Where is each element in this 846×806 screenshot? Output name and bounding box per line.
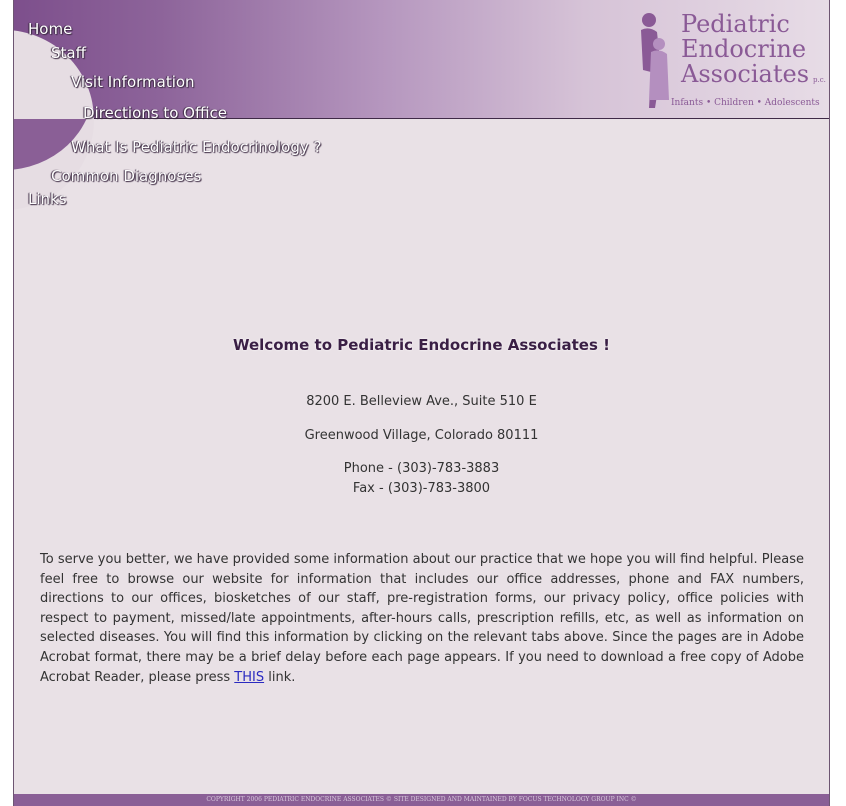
acrobat-download-link[interactable]: THIS (234, 669, 265, 685)
mother-child-icon (635, 10, 677, 110)
logo-line1: Pediatric (681, 10, 790, 38)
address-line1: 8200 E. Belleview Ave., Suite 510 E (306, 394, 537, 409)
page-frame (13, 0, 830, 806)
intro-suffix: link. (264, 669, 296, 685)
logo-suffix: p.c. (813, 76, 826, 84)
nav-links[interactable]: Links (28, 190, 67, 208)
nav-staff[interactable]: Staff (51, 44, 86, 62)
logo-line2: Endocrine (681, 35, 807, 63)
header-banner (14, 0, 829, 119)
footer-bar (14, 794, 829, 806)
logo-wordmark (681, 12, 826, 93)
logo-tagline: Infants • Children • Adolescents (671, 98, 820, 108)
intro-paragraph (40, 550, 804, 687)
phone-number: Phone - (303)-783-3883 (343, 461, 500, 476)
nav-what-is-pediatric-endocrinology[interactable]: What Is Pediatric Endocrinology ? (71, 138, 322, 156)
site-logo[interactable] (635, 10, 825, 114)
welcome-heading: Welcome to Pediatric Endocrine Associates ! (233, 336, 610, 354)
fax-number: Fax - (303)-783-3800 (352, 481, 491, 496)
nav-home[interactable]: Home (28, 20, 73, 38)
footer-text: COPYRIGHT 2006 PEDIATRIC ENDOCRINE ASSOCIATES © SITE DESIGNED AND MAINTAINED BY FOCUS TECHNOLOGY GROUP INC © (206, 796, 637, 803)
intro-text: To serve you better, we have provided some information about our practice that we hope you will find helpful. Please feel free to browse our website for information that includes our office addresses, phone and FAX numbers, directions to our offices, biosketches of our staff, pre-registration forms, our privacy policy, office policies with respect to payment, missed/late appointments, after-hours calls, prescription refills, etc, as well as information on selected diseases. You will find this information by clicking on the relevant tabs above. Since the pages are in Adobe Acrobat format, there may be a brief delay before each page appears. If you need to download a free copy of Adobe Acrobat Reader, please press (40, 552, 804, 685)
nav-directions[interactable]: Directions to Office (83, 104, 227, 122)
nav-common-diagnoses[interactable]: Common Diagnoses (51, 167, 202, 185)
nav-visit-information[interactable]: Visit Information (71, 73, 195, 91)
address-line2: Greenwood Village, Colorado 80111 (304, 428, 539, 443)
logo-line3: Associates (681, 60, 810, 88)
decorative-arc-clip (14, 119, 134, 199)
